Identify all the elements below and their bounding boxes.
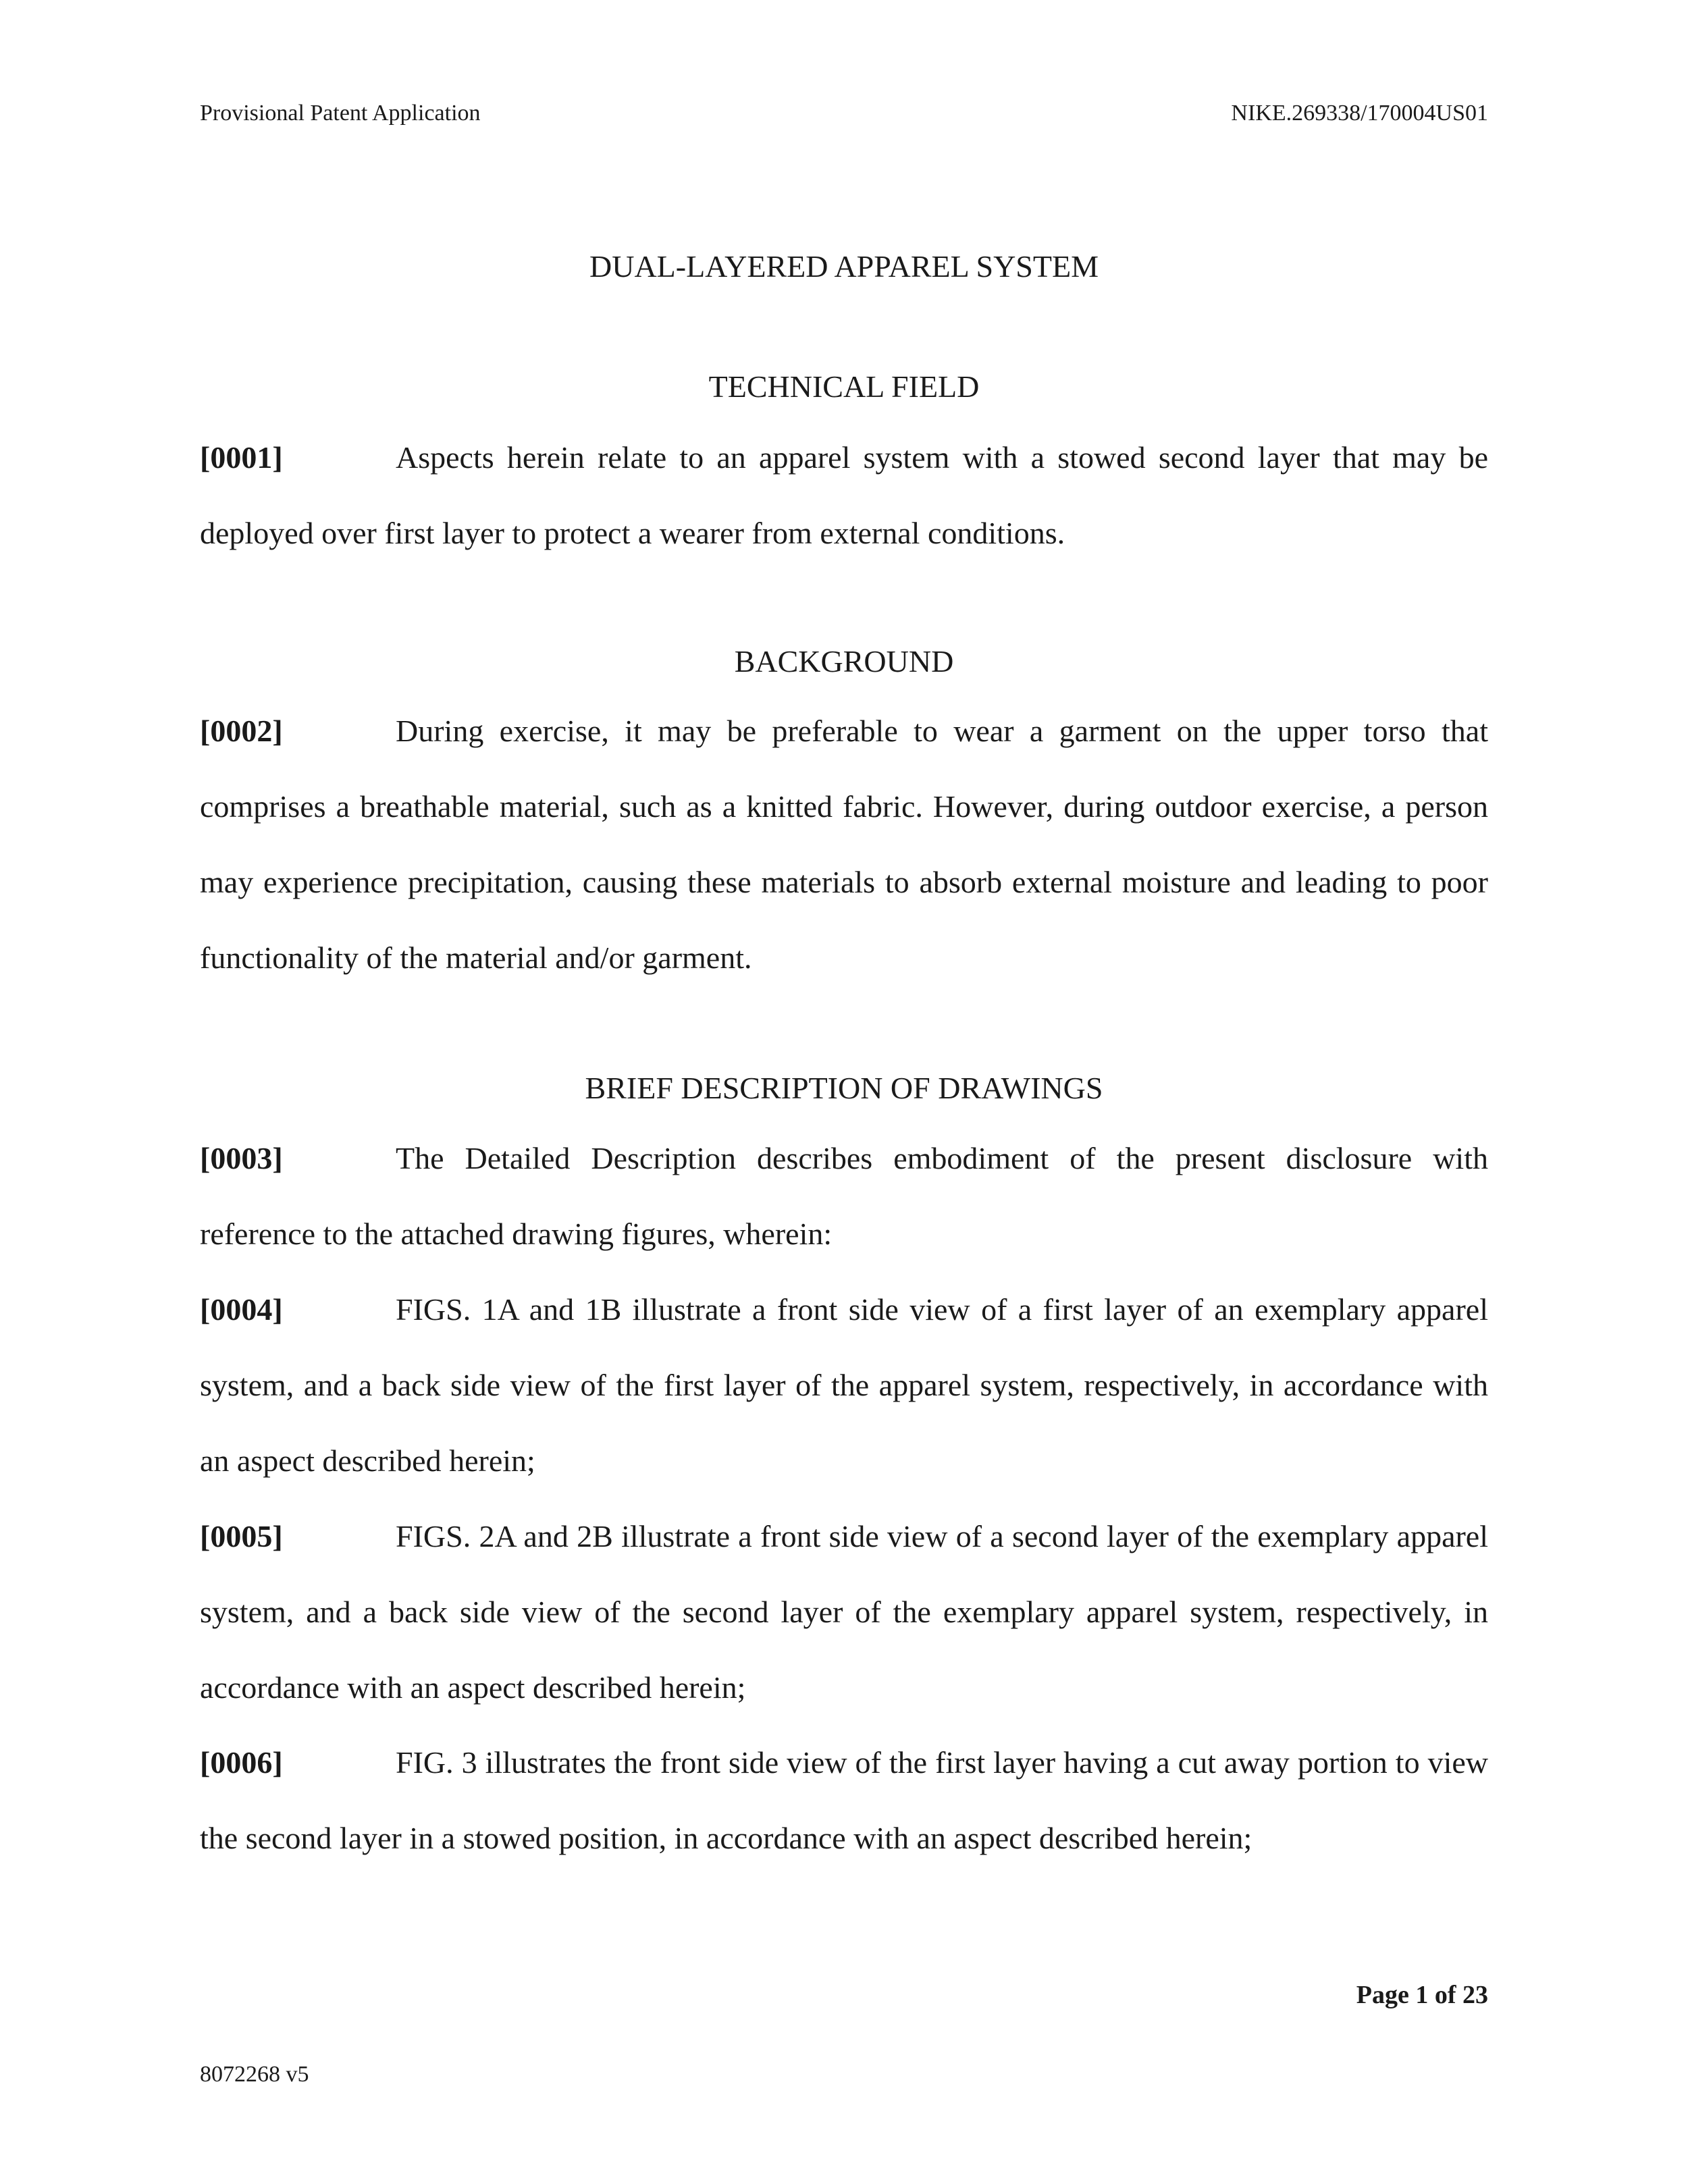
paragraph-0003 [200, 1121, 1488, 1272]
paragraph-0005 [200, 1499, 1488, 1726]
paragraph-text: FIGS. 1A and 1B illustrate a front side view of a first layer of an exemplary apparel system, and a back side view of the first layer of the apparel system, respectively, in accordance with an aspect described herein; [200, 1292, 1488, 1478]
paragraph-text: The Detailed Description describes embodiment of the present disclosure with reference to the attached drawing figures, wherein: [200, 1141, 1488, 1251]
document-title: DUAL-LAYERED APPAREL SYSTEM [589, 249, 1099, 284]
paragraph-number: [0004] [200, 1292, 283, 1327]
section-heading-background: BACKGROUND [734, 644, 954, 678]
header-left-label: Provisional Patent Application [200, 101, 481, 126]
document-id: 8072268 v5 [200, 2062, 309, 2087]
paragraph-0004 [200, 1272, 1488, 1499]
paragraph-text: During exercise, it may be preferable to wear a garment on the upper torso that comprises a breathable material, such as a knitted fabric. However, during outdoor exercise, a person may experience precipitation, causing these materials to absorb external moisture and leading to poor functionality of the material and/or garment. [200, 714, 1488, 975]
paragraph-text: FIG. 3 illustrates the front side view of the first layer having a cut away portion to view the second layer in a stowed position, in accordance with an aspect described herein; [200, 1745, 1488, 1855]
paragraph-number: [0003] [200, 1141, 283, 1175]
paragraph-text: Aspects herein relate to an apparel system with a stowed second layer that may be deployed over first layer to protect a wearer from external conditions. [200, 440, 1488, 550]
paragraph-number: [0001] [200, 440, 283, 475]
paragraph-number: [0005] [200, 1519, 283, 1553]
section-heading-brief-description: BRIEF DESCRIPTION OF DRAWINGS [585, 1071, 1103, 1105]
section-heading-technical-field: TECHNICAL FIELD [708, 369, 980, 404]
header-docket-number: NIKE.269338/170004US01 [1231, 101, 1488, 126]
paragraph-number: [0006] [200, 1745, 283, 1780]
paragraph-0001 [200, 420, 1488, 571]
paragraph-0006 [200, 1725, 1488, 1876]
page-number: Page 1 of 23 [1356, 1981, 1488, 2009]
paragraph-text: FIGS. 2A and 2B illustrate a front side view of a second layer of the exemplary apparel system, and a back side view of the second layer of the exemplary apparel system, respectively, in accordance with an aspect described herein; [200, 1519, 1488, 1705]
paragraph-0002 [200, 693, 1488, 996]
paragraph-number: [0002] [200, 714, 283, 748]
